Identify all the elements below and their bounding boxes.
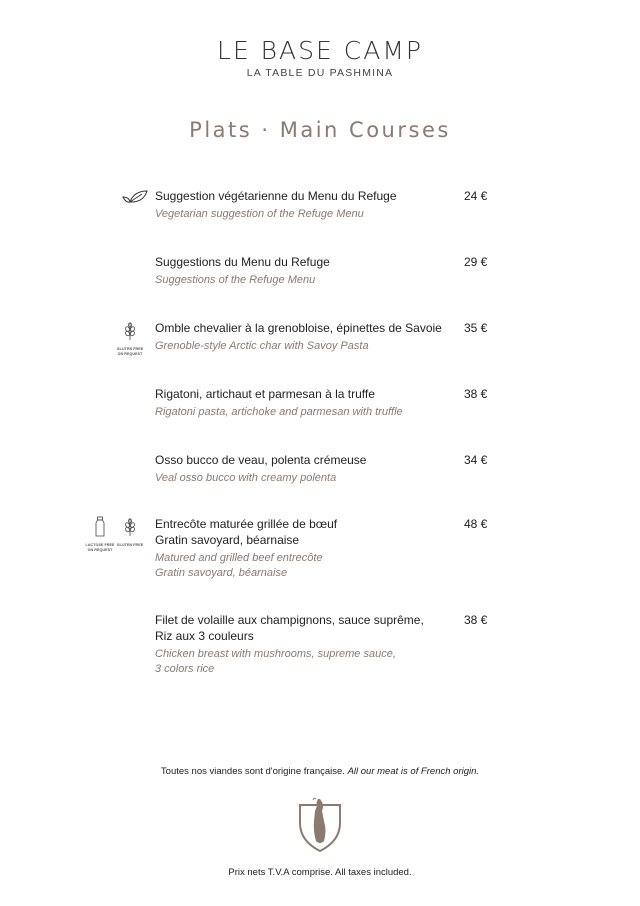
dish-price: 35 € — [464, 321, 488, 335]
logo — [0, 36, 640, 79]
dish-name-en: Suggestions of the Refuge Menu — [155, 274, 316, 286]
lactose-free-icon — [93, 516, 107, 538]
dish-name-en: Chicken breast with mushrooms, supreme sauce, — [155, 648, 396, 660]
dish-name-fr: Entrecôte maturée grillée de bœuf — [155, 517, 338, 531]
leaf-icon — [120, 188, 150, 211]
dish-side-fr: Riz aux 3 couleurs — [155, 629, 254, 643]
dish-name-en: Vegetarian suggestion of the Refuge Menu — [155, 208, 364, 220]
dish-name-fr: Rigatoni, artichaut et parmesan à la truffe — [155, 387, 375, 401]
lactose-free-caption: LACTOSE FREE ON REQUEST — [85, 543, 115, 552]
dish-price: 48 € — [464, 517, 488, 531]
gluten-free-icon — [122, 518, 138, 538]
gluten-free-badge — [114, 322, 146, 356]
dish-name-en: Rigatoni pasta, artichoke and parmesan with truffle — [155, 406, 403, 418]
chamois-crest-icon — [297, 797, 343, 853]
gluten-free-icon — [122, 322, 138, 342]
dish-price: 38 € — [464, 387, 488, 401]
gluten-free-badge — [114, 518, 146, 548]
meat-origin-note — [0, 766, 640, 777]
dish-name-en: Grenoble-style Arctic char with Savoy Pasta — [155, 340, 369, 352]
dish-name-fr: Suggestions du Menu du Refuge — [155, 255, 330, 269]
dish-side-fr: Gratin savoyard, béarnaise — [155, 533, 300, 547]
dish-name-fr: Filet de volaille aux champignons, sauce suprême, — [155, 613, 424, 627]
gluten-free-caption: GLUTEN FREE — [116, 543, 144, 547]
crest-logo — [297, 797, 343, 858]
lactose-free-badge — [84, 516, 116, 552]
dish-name-fr: Suggestion végétarienne du Menu du Refuge — [155, 189, 397, 203]
dish-price: 38 € — [464, 613, 488, 627]
tax-note: Prix nets T.V.A comprise. All taxes included. — [228, 867, 412, 878]
dish-name-fr: Omble chevalier à la grenobloise, épinettes de Savoie — [155, 321, 442, 335]
dish-name-en: Matured and grilled beef entrecôte — [155, 552, 323, 564]
section-title: Plats · Main Courses — [189, 118, 451, 142]
dish-side-en: Gratin savoyard, béarnaise — [155, 567, 288, 579]
dish-price: 29 € — [464, 255, 488, 269]
dish-name-en: Veal osso bucco with creamy polenta — [155, 472, 337, 484]
logo-subtitle: LA TABLE DU PASHMINA — [246, 67, 394, 79]
dish-price: 34 € — [464, 453, 488, 467]
dish-name-fr: Osso bucco de veau, polenta crémeuse — [155, 453, 367, 467]
dish-price: 24 € — [464, 189, 488, 203]
meat-origin-fr: Toutes nos viandes sont d'origine française. — [160, 766, 345, 777]
logo-title: LE BASE CAMP — [217, 36, 423, 65]
gluten-free-caption: GLUTEN FREE ON REQUEST — [116, 347, 144, 356]
meat-origin-en: All our meat is of French origin. — [347, 766, 480, 777]
dish-side-en: 3 colors rice — [155, 663, 215, 675]
